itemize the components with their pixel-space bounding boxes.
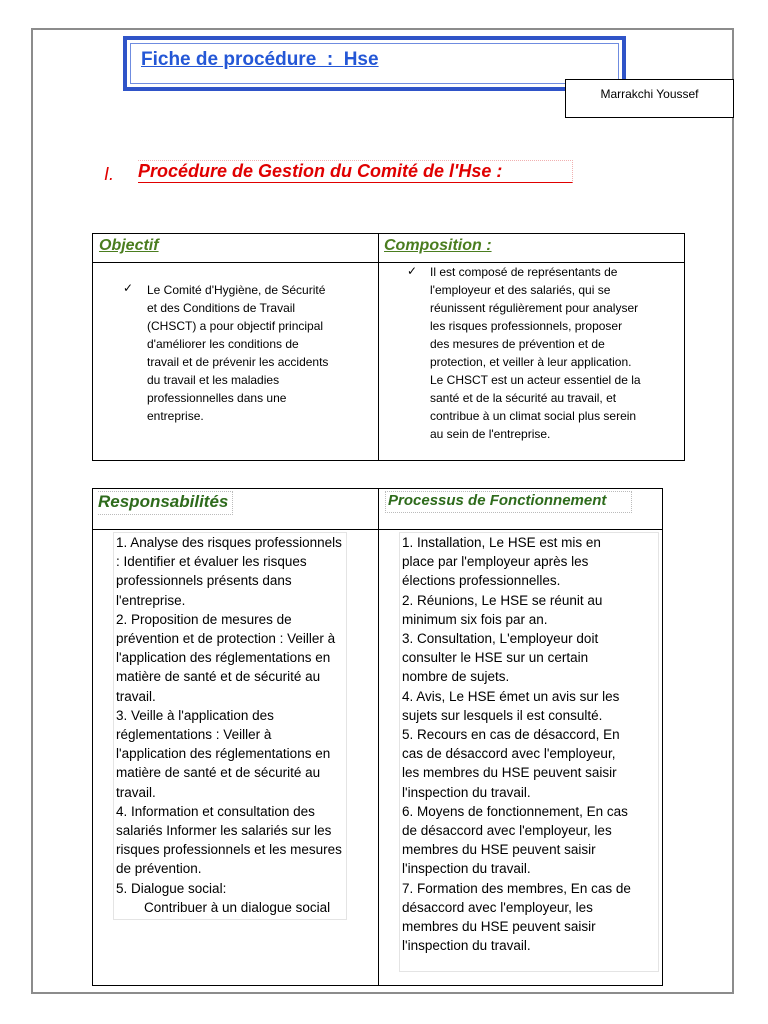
responsabilites-line: 4. Information et consultation des — [116, 803, 315, 819]
objectif-line: travail et de prévenir les accidents — [147, 355, 329, 369]
responsabilites-line: 5. Dialogue social: — [116, 880, 227, 896]
processus-line: 7. Formation des membres, En cas de — [402, 880, 631, 896]
processus-line: nombre de sujets. — [402, 669, 510, 685]
composition-text — [430, 263, 685, 443]
processus-line: l'inspection du travail. — [402, 861, 531, 877]
responsabilites-text — [113, 532, 347, 920]
processus-line: cas de désaccord avec l'employeur, — [402, 746, 616, 762]
responsabilites-lines — [116, 533, 346, 898]
responsabilites-line: 3. Veille à l'application des — [116, 707, 274, 723]
responsabilites-line: matière de santé et de sécurité au — [116, 765, 321, 781]
composition-line: au sein de l'entreprise. — [430, 427, 551, 441]
processus-header: Processus de Fonctionnement — [385, 491, 632, 513]
responsabilites-processus-table — [92, 488, 663, 986]
responsabilites-line: prévention et de protection : Veiller à — [116, 631, 336, 647]
table1-divider-vertical — [378, 234, 379, 460]
objectif-line: entreprise. — [147, 409, 204, 423]
composition-header: Composition : — [384, 237, 492, 254]
table2-divider-vertical — [378, 489, 379, 985]
responsabilites-line: travail. — [116, 784, 156, 800]
composition-line: protection, et veiller à leur application. — [430, 355, 632, 369]
composition-line: l'employeur et des salariés, qui se — [430, 283, 611, 297]
title-box — [123, 36, 626, 91]
composition-check-icon: ✓ — [407, 264, 418, 278]
responsabilites-line: 2. Proposition de mesures de — [116, 611, 292, 627]
responsabilites-line: l'application des réglementations en — [116, 746, 331, 762]
objectif-line: Le Comité d'Hygiène, de Sécurité — [147, 283, 326, 297]
composition-line: réunissent régulièrement pour analyser — [430, 301, 639, 315]
objectif-line: professionnelles dans une — [147, 391, 287, 405]
composition-line: Le CHSCT est un acteur essentiel de la — [430, 373, 641, 387]
responsabilites-line: risques professionnels et les mesures — [116, 842, 342, 858]
document-title: Fiche de procédure : Hse — [141, 49, 379, 70]
processus-line: 2. Réunions, Le HSE se réunit au — [402, 592, 603, 608]
responsabilites-line: l'application des réglementations en — [116, 650, 331, 666]
responsabilites-line: professionnels présents dans — [116, 573, 292, 589]
objectif-check-icon: ✓ — [123, 281, 134, 295]
processus-line: membres du HSE peuvent saisir — [402, 919, 596, 935]
composition-line: santé et de la sécurité au travail, et — [430, 391, 617, 405]
processus-line: l'inspection du travail. — [402, 938, 531, 954]
processus-line: de désaccord avec l'employeur, les — [402, 823, 612, 839]
processus-line: 5. Recours en cas de désaccord, En — [402, 727, 620, 743]
processus-line: 6. Moyens de fonctionnement, En cas — [402, 803, 628, 819]
responsabilites-header: Responsabilités — [98, 491, 233, 515]
processus-line: sujets sur lesquels il est consulté. — [402, 707, 603, 723]
processus-line: membres du HSE peuvent saisir — [402, 842, 596, 858]
composition-line: des mesures de prévention et de — [430, 337, 605, 351]
composition-line: contribue à un climat social plus serein — [430, 409, 637, 423]
author-box — [565, 79, 734, 118]
responsabilites-line: l'entreprise. — [116, 592, 186, 608]
objectif-header: Objectif — [99, 237, 159, 254]
responsabilites-line: travail. — [116, 688, 156, 704]
section-number: I. — [104, 164, 115, 184]
responsabilites-line: 1. Analyse des risques professionnels — [116, 535, 342, 550]
composition-line: Il est composé de représentants de — [430, 265, 618, 279]
processus-line: l'inspection du travail. — [402, 784, 531, 800]
responsabilites-line: salariés Informer les salariés sur les — [116, 823, 332, 839]
section-title: Procédure de Gestion du Comité de l'Hse : — [138, 160, 573, 183]
responsabilites-line: de prévention. — [116, 861, 202, 877]
composition-line: les risques professionnels, proposer — [430, 319, 623, 333]
objectif-line: et des Conditions de Travail — [147, 301, 296, 315]
processus-line: 4. Avis, Le HSE émet un avis sur les — [402, 688, 620, 704]
objectif-line: du travail et les maladies — [147, 373, 280, 387]
objectif-composition-table — [92, 233, 685, 461]
processus-line: désaccord avec l'employeur, les — [402, 899, 593, 915]
responsabilites-line: matière de santé et de sécurité au — [116, 669, 321, 685]
objectif-line: d'améliorer les conditions de — [147, 337, 299, 351]
objectif-line: (CHSCT) a pour objectif principal — [147, 319, 324, 333]
processus-line: 3. Consultation, L'employeur doit — [402, 631, 599, 647]
processus-line: minimum six fois par an. — [402, 611, 548, 627]
processus-line: élections professionnelles. — [402, 573, 561, 589]
objectif-text — [147, 281, 372, 425]
responsabilites-line: réglementations : Veiller à — [116, 727, 272, 743]
processus-line: les membres du HSE peuvent saisir — [402, 765, 617, 781]
author-name: Marrakchi Youssef — [600, 87, 699, 101]
processus-line: 1. Installation, Le HSE est mis en — [402, 535, 601, 550]
processus-line: consulter le HSE sur un certain — [402, 650, 589, 666]
processus-line: place par l'employeur après les — [402, 554, 589, 570]
table2-divider-horizontal — [93, 529, 662, 530]
responsabilites-last-line: Contribuer à un dialogue social — [144, 899, 331, 915]
responsabilites-line: : Identifier et évaluer les risques — [116, 554, 307, 570]
processus-text — [399, 532, 659, 972]
